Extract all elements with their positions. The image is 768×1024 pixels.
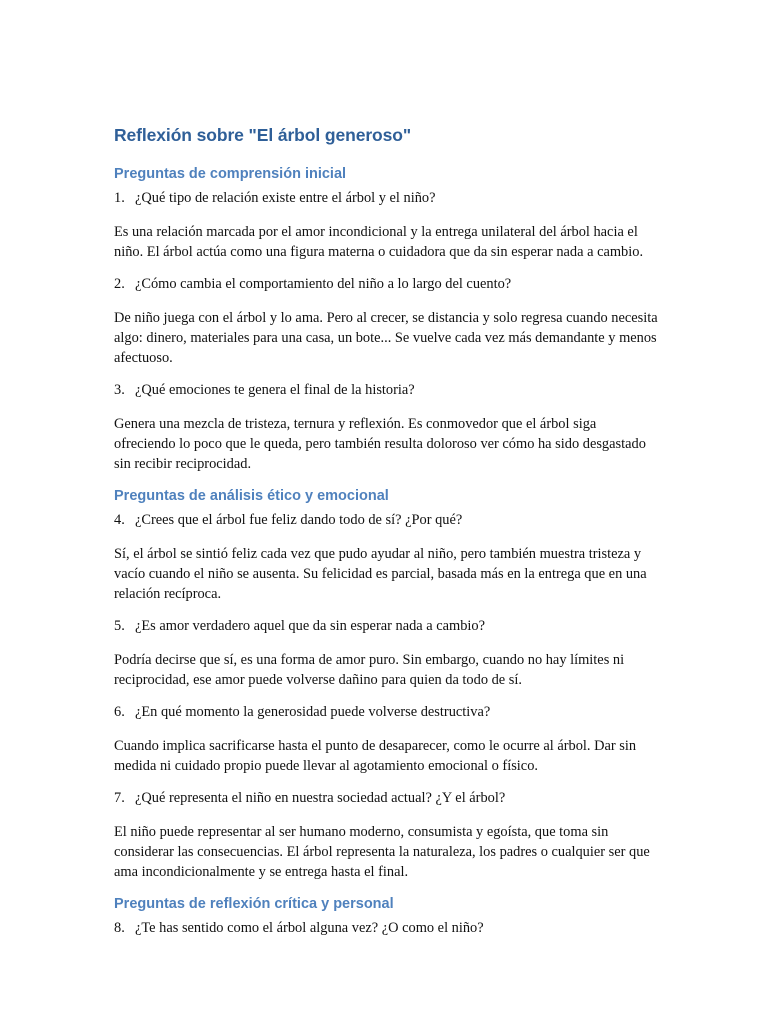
answer-paragraph: De niño juega con el árbol y lo ama. Pero al crecer, se distancia y solo regresa cuando necesita algo: dinero, materiales para una casa, un bote... Se vuelve cada vez más demandante y menos afectuoso. <box>114 310 658 366</box>
question-number: 7. <box>114 790 125 806</box>
question-number: 4. <box>114 512 125 528</box>
section-comprension-inicial <box>114 164 658 474</box>
question-item <box>114 274 658 294</box>
document-title: Reflexión sobre "El árbol generoso" <box>114 125 412 145</box>
answer-paragraph: Genera una mezcla de tristeza, ternura y reflexión. Es conmovedor que el árbol siga ofreciendo lo poco que le queda, pero también resulta doloroso ver cómo ha sido desgastado sin recibir reciprocidad. <box>114 416 646 472</box>
question-number: 2. <box>114 276 125 292</box>
question-text: ¿Qué tipo de relación existe entre el árbol y el niño? <box>135 190 436 206</box>
question-number: 3. <box>114 382 125 398</box>
question-item <box>114 616 658 636</box>
answer-paragraph: El niño puede representar al ser humano moderno, consumista y egoísta, que toma sin considerar las consecuencias. El árbol representa la naturaleza, los padres o cualquier ser que ama incondicionalmente y se entrega hasta el final. <box>114 824 650 880</box>
question-text: ¿Crees que el árbol fue feliz dando todo de sí? ¿Por qué? <box>135 512 463 528</box>
question-item <box>114 702 658 722</box>
question-text: ¿Es amor verdadero aquel que da sin esperar nada a cambio? <box>135 618 486 634</box>
answer-paragraph: Cuando implica sacrificarse hasta el punto de desaparecer, como le ocurre al árbol. Dar sin medida ni cuidado propio puede llevar al agotamiento emocional o físico. <box>114 738 637 774</box>
answer-paragraph: Podría decirse que sí, es una forma de amor puro. Sin embargo, cuando no hay límites ni reciprocidad, ese amor puede volverse dañino para quien da todo de sí. <box>114 652 625 688</box>
answer-paragraph: Sí, el árbol se sintió feliz cada vez que pudo ayudar al niño, pero también muestra tristeza y vacío cuando el niño se ausenta. Su felicidad es parcial, basada más en la entrega que en una relación recíproca. <box>114 546 647 602</box>
question-text: ¿Cómo cambia el comportamiento del niño a lo largo del cuento? <box>135 276 512 292</box>
question-text: ¿Te has sentido como el árbol alguna vez? ¿O como el niño? <box>135 920 484 936</box>
answer-paragraph: Es una relación marcada por el amor incondicional y la entrega unilateral del árbol hacia el niño. El árbol actúa como una figura materna o cuidadora que da sin esperar nada a cambio. <box>114 224 644 260</box>
question-item <box>114 918 658 938</box>
question-text: ¿En qué momento la generosidad puede volverse destructiva? <box>135 704 491 720</box>
question-item <box>114 188 658 208</box>
section-reflexion-critica <box>114 894 658 938</box>
question-item <box>114 788 658 808</box>
section-heading: Preguntas de reflexión crítica y personal <box>114 896 394 912</box>
question-text: ¿Qué emociones te genera el final de la historia? <box>135 382 415 398</box>
section-heading: Preguntas de análisis ético y emocional <box>114 488 389 504</box>
question-text: ¿Qué representa el niño en nuestra sociedad actual? ¿Y el árbol? <box>135 790 506 806</box>
question-number: 1. <box>114 190 125 206</box>
question-number: 6. <box>114 704 125 720</box>
question-number: 8. <box>114 920 125 936</box>
question-item <box>114 510 658 530</box>
question-item <box>114 380 658 400</box>
section-analisis-etico <box>114 486 658 882</box>
section-heading: Preguntas de comprensión inicial <box>114 166 347 182</box>
question-number: 5. <box>114 618 125 634</box>
